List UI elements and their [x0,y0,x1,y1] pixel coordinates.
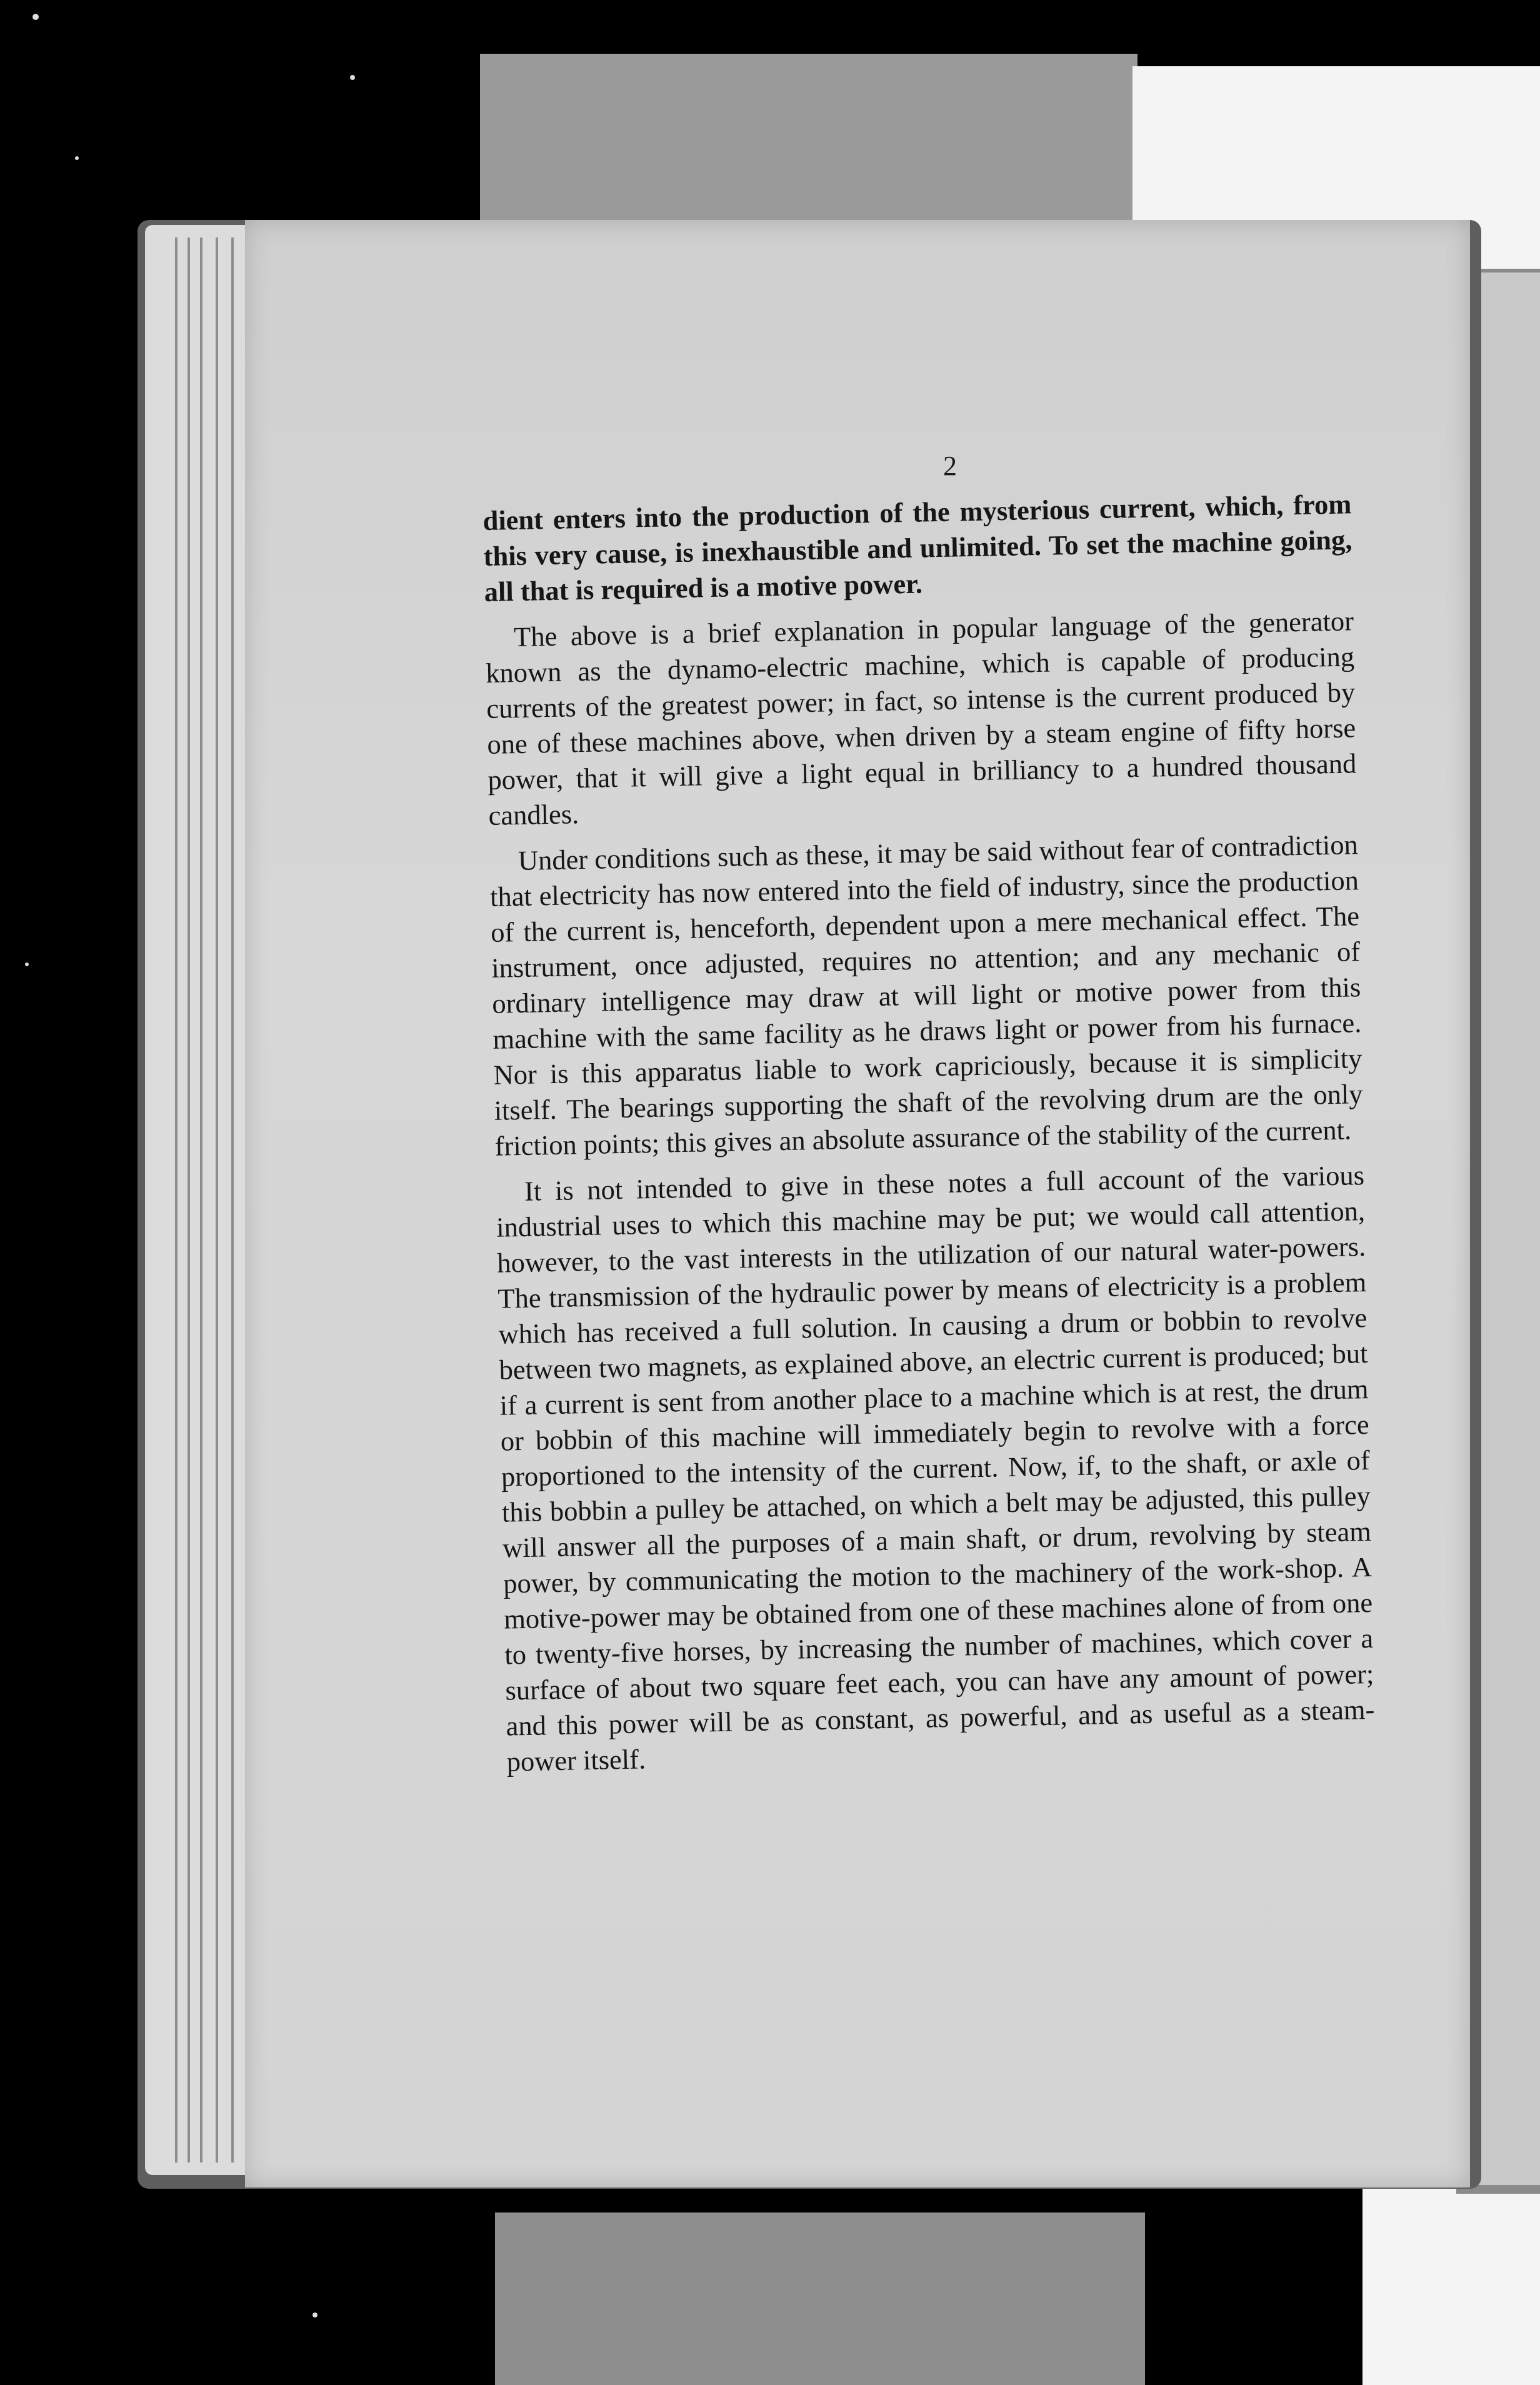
paragraph: dient enters into the production of the mysterious current, which, from this very cause, is inexhaustible and unlimited. To set the machine going, all that is required is a motive power. [482,488,1352,608]
page-stack-line [175,238,178,2162]
paragraph: The above is a brief explanation in popular language of the generator known as the dynamo-electric machine, which is capable of producing currents of the greatest power; in fact, so intense is the current produced by one of these machines above, when driven by a steam engine of fifty horse power, that it will give a light equal in brilliancy to a hundred thousand candles. [485,605,1357,831]
page-stack-line [216,238,218,2162]
film-speck [32,14,39,20]
page-stack-line [188,238,190,2162]
binding-strip-bottom [495,2212,1145,2385]
paragraph: It is not intended to give in these notes a full account of the various industrial uses to which this machine may be put; we would call attention, however, to the vast interests in the utilization of our natural water-powers. The transmission of the hydraulic power by means of electricity is a problem which has received a full solution. In causing a drum or bobbin to revolve between two magnets, as explained above, an electric current is produced; but if a current is sent from another place to a machine which is at rest, the drum or bobbin of this machine will immediately begin to revolve with a force proportioned to the intensity of the current. Now, if, to the shaft, or axle of this bobbin a pulley be attached, on which a belt may be adjusted, this pulley will answer all the purposes of a main shaft, or drum, revolving by steam power, by communicating the motion to the machinery of the work-shop. A motive-power may be obtained from one of these machines alone of from one to twenty-five horses, by increasing the number of machines, which cover a surface of about two square feet each, you can have any amount of power; and this power will be as constant, as powerful, and as useful as a steam-power itself. [496,1159,1375,1778]
film-speck [25,962,29,966]
page-stack-line [231,238,234,2162]
page-stack-line [200,238,202,2162]
page-body-text [482,486,1376,1789]
film-speck [75,156,79,160]
film-speck [312,2312,318,2318]
paragraph: Under conditions such as these, it may be said without fear of contradiction that electricity has now entered into the field of industry, since the production of the current is, henceforth, dependent upon a mere mechanical effect. The instrument, once adjusted, requires no attention; and any mechanic of ordinary intelligence may draw at will light or motive power from this machine with the same facility as he draws light or power from his furnace. Nor is this apparatus liable to work capriciously, because it is simplicity itself. The bearings supporting the shaft of the revolving drum are the only friction points; this gives an absolute assurance of the stability of the current. [489,829,1363,1162]
film-speck [350,75,355,80]
page-number: 2 [943,451,957,481]
adjacent-sheet-bottom [1362,2175,1540,2385]
